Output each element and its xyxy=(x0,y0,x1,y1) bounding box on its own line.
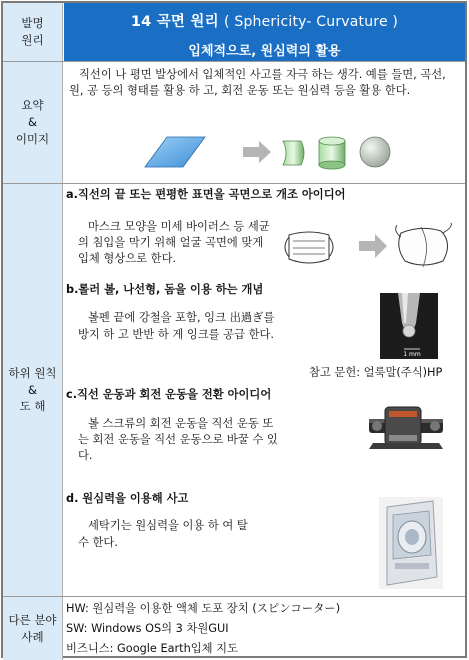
row-divider xyxy=(3,183,465,184)
sphere-shape xyxy=(360,137,390,167)
ball-screw-image xyxy=(363,397,449,455)
principle-title xyxy=(64,10,465,31)
curved-sheet-shape xyxy=(283,141,304,165)
example-hw: HW: 원심력을 이용한 액체 도포 장치 (スピンコーター) xyxy=(66,602,341,615)
principle-title-en: ( Sphericity- Curvature ) xyxy=(224,14,399,30)
sub-principle-a-title: a.직선의 끝 또는 편평한 표면을 곡면으로 개조 아이디어 xyxy=(66,188,346,201)
sub-principle-c-title: c.직선 운동과 회전 운동을 전환 아이디어 xyxy=(66,388,272,401)
header-left-label-text: 발명 원리 xyxy=(21,16,44,47)
summary-label-text: 요약 & 이미지 xyxy=(15,98,50,146)
arrow-right-icon xyxy=(243,141,271,163)
sub-principle-b-title: b.롤러 볼, 나선형, 돔을 이용 하는 개념 xyxy=(66,283,264,296)
parallelogram-shape xyxy=(145,137,205,167)
sub-principle-d-text: 세탁기는 원심력을 이용 하 여 탈수 한다. xyxy=(78,519,248,549)
summary-diagram xyxy=(143,133,403,173)
flat-mask-image xyxy=(285,232,333,263)
ballpoint-image-caption: 1 mm xyxy=(403,351,421,358)
ballpoint-tip-image xyxy=(380,293,438,359)
sub-principle-c-text: 볼 스크류의 회전 운동을 직선 운동 또는 회전 운동을 직선 운동으로 바꿀 수 있다. xyxy=(78,417,278,462)
row-divider xyxy=(3,596,465,597)
mask-diagram xyxy=(281,221,461,273)
3d-mask-image xyxy=(396,223,452,267)
sub-principles-label xyxy=(3,184,63,596)
row-divider xyxy=(3,61,465,62)
header-left-label xyxy=(3,3,63,61)
summary-text: 직선이 나 평면 발상에서 입체적인 사고를 자극 하는 생각. 예를 들면, 곡선, 원, 공 등의 형태를 활용 하 고, 회전 운동 또는 원심력 등을 활용 한다. xyxy=(69,68,446,97)
examples-label xyxy=(3,597,63,660)
principle-header xyxy=(64,3,465,61)
summary-label xyxy=(3,62,63,183)
principle-subtitle: 입체적으로, 원심력의 활용 xyxy=(188,44,341,59)
sub-principle-b-text: 볼펜 끝에 강철을 포함, 잉크 出過ぎ를 방지 하 고 반반 하 게 잉크를 공급 한다. xyxy=(78,311,275,341)
arrow-right-icon xyxy=(359,234,387,258)
sub-principle-d-title: d. 원심력을 이용해 사고 xyxy=(66,492,189,505)
sub-principle-a-text: 마스크 모양을 미세 바이러스 등 세균의 침입을 막기 위해 얼굴 곡면에 맞게 입체 형상으로 한다. xyxy=(78,220,270,265)
cylinder-shape xyxy=(319,137,345,169)
example-sw: SW: Windows OS의 3 차원GUI xyxy=(66,622,229,635)
principle-title-ko: 14 곡면 원리 xyxy=(130,14,219,30)
washing-machine-image xyxy=(379,497,443,589)
sub-principle-b-reference: 참고 문헌: 얼룩말(주식)HP xyxy=(309,366,443,379)
sub-principles-label-text: 하위 원칙 & 도 해 xyxy=(8,365,57,414)
example-business: 비즈니스: Google Earth입체 지도 xyxy=(66,642,239,655)
principle-card xyxy=(1,1,467,658)
examples-label-text: 다른 분야 사례 xyxy=(8,612,57,644)
